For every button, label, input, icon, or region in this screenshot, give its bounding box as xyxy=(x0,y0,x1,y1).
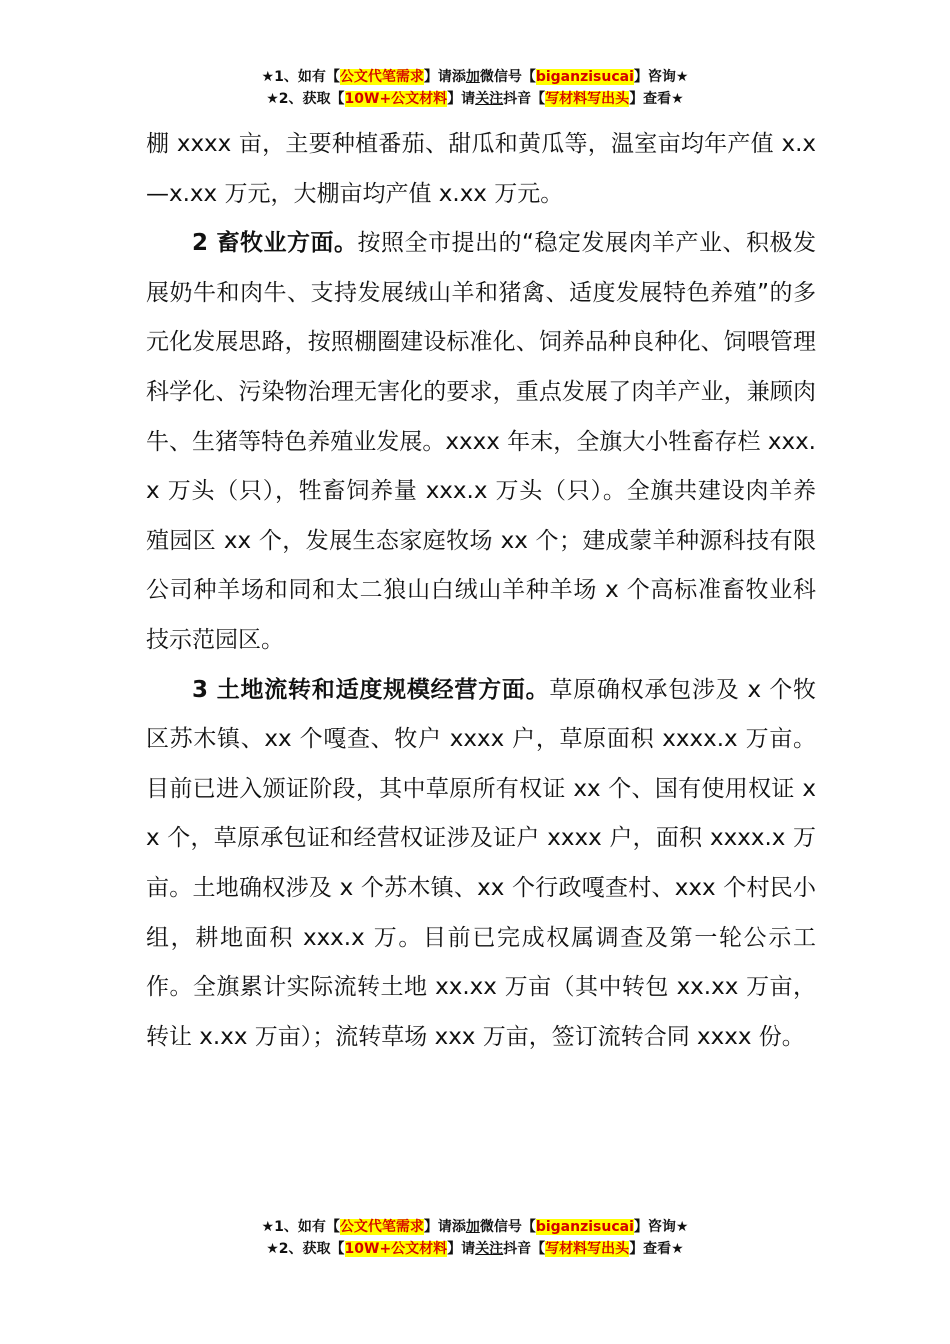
banner-highlight: 10W+公文材料 xyxy=(344,1241,448,1257)
banner-text: 】查看★ xyxy=(629,1241,684,1257)
header-banner xyxy=(0,66,950,110)
banner-text: 】请 xyxy=(447,91,476,107)
douyin-id-highlight: 写材料写出头 xyxy=(545,91,630,107)
document-body xyxy=(146,120,816,1062)
banner-text: ★2、获取【 xyxy=(266,1241,345,1257)
paragraph-crop-continuation: 棚 xxxx 亩，主要种植番茄、甜瓜和黄瓜等，温室亩均年产值 x.x—x.xx 万元，大棚亩均产值 x.xx 万元。 xyxy=(146,131,816,207)
douyin-id-highlight: 写材料写出头 xyxy=(545,1241,630,1257)
wechat-id-highlight: biganzisucai xyxy=(535,69,634,85)
banner-text: 】查看★ xyxy=(629,91,684,107)
banner-text: 抖音【 xyxy=(503,1241,546,1257)
paragraph-livestock xyxy=(146,219,816,665)
banner-line-2 xyxy=(0,88,950,110)
banner-text: 】请 xyxy=(447,1241,476,1257)
footer-banner xyxy=(0,1216,950,1260)
banner-underlined-text: 关注 xyxy=(475,1241,504,1257)
banner-text: ★1、如有【 xyxy=(261,1219,340,1235)
banner-line-2 xyxy=(0,1238,950,1260)
banner-text: 】请添 xyxy=(423,69,466,85)
paragraph-text: 按照全市提出的“稳定发展肉羊产业、积极发展奶牛和肉牛、支持发展绒山羊和猪禽、适度发展特色养殖”的多元化发展思路，按照棚圈建设标准化、饲养品种良种化、饲喂管理科学化、污染物治理无害化的要求，重点发展了肉羊产业，兼顾肉牛、生猪等特色养殖业发展。xxxx 年末，全旗大小牲畜存栏 xxx.x 万头（只），牲畜饲养量 xxx.x 万头（只）。全旗共建设肉羊养殖园区 xx 个，发展生态家庭牧场 xx 个；建成蒙羊种源科技有限公司种羊场和同和太二狼山白绒山羊种羊场 x 个高标准畜牧业科技示范园区。 xyxy=(146,230,816,653)
section-heading-land-transfer: 3 土地流转和适度规模经营方面。 xyxy=(192,676,550,703)
banner-highlight: 公文代笔需求 xyxy=(339,69,424,85)
banner-text: 】咨询★ xyxy=(633,69,689,85)
wechat-id-highlight: biganzisucai xyxy=(535,1219,634,1235)
banner-highlight: 公文代笔需求 xyxy=(339,1219,424,1235)
banner-text: 微信号【 xyxy=(479,1219,536,1235)
banner-highlight: 10W+公文材料 xyxy=(344,91,448,107)
banner-text: 】咨询★ xyxy=(633,1219,689,1235)
banner-text: 抖音【 xyxy=(503,91,546,107)
banner-text: 】请添 xyxy=(423,1219,466,1235)
banner-underlined-text: 关注 xyxy=(475,91,504,107)
paragraph-land-transfer xyxy=(146,666,816,1063)
banner-text: 微信号【 xyxy=(479,69,536,85)
banner-line-1 xyxy=(0,1216,950,1238)
paragraph-text: 草原确权承包涉及 x 个牧区苏木镇、xx 个嘎查、牧户 xxxx 户，草原面积 xxxx.x 万亩。目前已进入颁证阶段，其中草原所有权证 xx 个、国有使用权证 xx 个，草原承包证和经营权证涉及证户 xxxx 户，面积 xxxx.x 万亩。土地确权涉及 x 个苏木镇、xx 个行政嘎查村、xxx 个村民小组，耕地面积 xxx.x 万。目前已完成权属调查及第一轮公示工作。全旗累计实际流转土地 xx.xx 万亩（其中转包 xx.xx 万亩，转让 x.xx 万亩）；流转草场 xxx 万亩，签订流转合同 xxxx 份。 xyxy=(146,676,816,1050)
banner-text: ★1、如有【 xyxy=(261,69,340,85)
banner-underlined-text: 加 xyxy=(465,69,480,85)
banner-text: ★2、获取【 xyxy=(266,91,345,107)
section-heading-livestock: 2 畜牧业方面。 xyxy=(192,230,358,257)
banner-underlined-text: 加 xyxy=(465,1219,480,1235)
banner-line-1 xyxy=(0,66,950,88)
